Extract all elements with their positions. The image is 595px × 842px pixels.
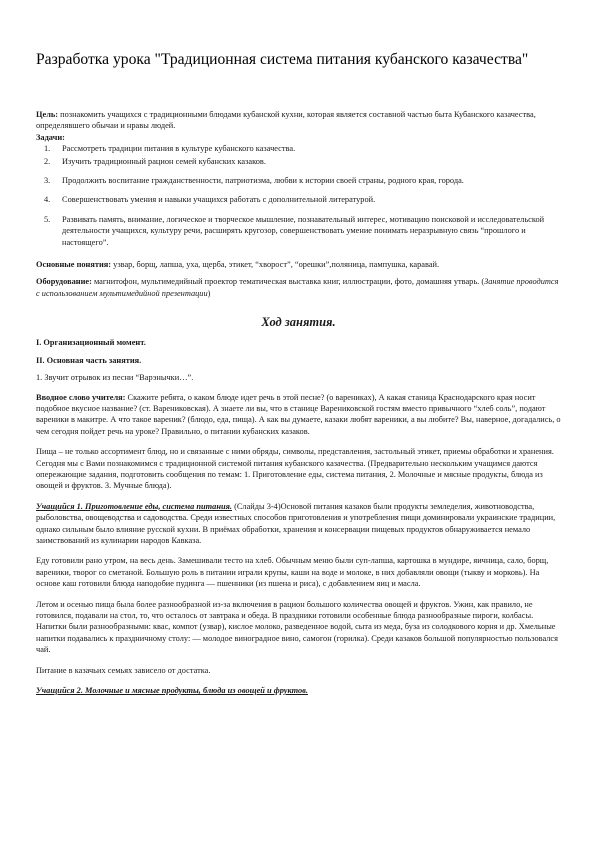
student2-label: Учащийся 2. Молочные и мясные продукты, блюда из овощей и фруктов. — [36, 686, 308, 696]
intro-text: Скажите ребята, о каком блюде идет речь в этой песне? (о варениках), А какая станица Краснодарского края носит подобное вкусное название? (ст. Варениковская). А знаете ли вы, что в станице Варениковской гостям вместо привычного “хлеб соль”, подают вареники в макитре. А что такое вареник? (блюдо, еда, пища). А как вы думаете, казаки любят вареники, а вы любите? Вы, наверное, догадались, о чем сегодня пойдет речь на уроке? Правильно, о питании кубанских казаков. — [36, 392, 561, 436]
list-item-number: 3. — [44, 176, 51, 186]
section-heading-1: I. Организационный момент. — [36, 338, 146, 348]
goal-text: познакомить учащихся с традиционными блюдами кубанской кухни, которая является составной частью быта Кубанского казачества, определявшего обычаи и нравы людей. — [36, 110, 536, 131]
list-item-text: Рассмотреть традиции питания в культуре кубанского казачества. — [62, 144, 296, 154]
equipment-note: Занятие проводится с использованием мультимедийной презентации — [36, 277, 559, 298]
equipment-text: магнитофон, мультимедийный проектор тематическая выставка книг, иллюстрации, фото, домашняя утварь. ( — [91, 277, 485, 287]
tasks-heading: Задачи: — [36, 132, 65, 142]
list-item-number: 2. — [44, 156, 51, 166]
section-heading-2: II. Основная часть занятия. — [36, 355, 142, 365]
list-item — [36, 214, 561, 248]
prosperity-paragraph: Питание в казачьих семьях зависело от достатка. — [36, 665, 211, 675]
goal-label: Цель: — [36, 110, 59, 119]
intro-label: Вводное слово учителя: — [36, 392, 126, 402]
list-item-number: 1. — [44, 144, 51, 154]
list-item-number: 5. — [44, 214, 51, 224]
document-body — [36, 109, 561, 696]
list-item-text: Изучить традиционный рацион семей кубанских казаков. — [62, 156, 266, 166]
list-item — [36, 194, 561, 205]
concepts-paragraph — [36, 259, 561, 270]
list-item-text: Продолжить воспитание гражданственности, патриотизма, любви к истории своей страны, родного края, города. — [62, 176, 464, 186]
lesson-heading: Ход занятия. — [261, 315, 336, 330]
list-item — [36, 143, 561, 154]
equipment-label: Оборудование: — [36, 277, 92, 287]
list-item-number: 4. — [44, 195, 51, 205]
concepts-text: узвар, борщ, лапша, уха, щерба, этикет, “хворост”, “орешки”,поляница, пампушка, каравай. — [111, 260, 440, 270]
tasks-list — [36, 143, 561, 248]
student1-paragraph — [36, 501, 561, 547]
list-item — [36, 175, 561, 186]
goal-paragraph — [36, 109, 561, 132]
intro-paragraph — [36, 392, 561, 438]
list-item-text: Развивать память, внимание, логическое и творческое мышление, познавательный интерес, мотивацию поисковой и исследовательской деятельности учащихся, культуру речи, расширять кругозор, совершенствовать умение понимать неразрывную связь “прошлого и настоящего”. — [62, 214, 545, 247]
student1-label: Учащийся 1. Приготовление еды, система питания. — [36, 501, 232, 511]
student1-text: (Слайды 3-4)Основой питания казаков были продукты земледелия, животноводства, рыболовства, овощеводства и садоводства. Среди известных способов приготовления и употребления пищи доминировали украинские традиции, однако сильным было влияние русской кухни. В приёмах обработки, хранения и консервации пищевых продуктов обнаруживается немало заимствований из кулинарии народов Кавказа. — [36, 501, 556, 545]
song-line: 1. Звучит отрывок из песни “Варэнычки…”. — [36, 373, 194, 383]
list-item — [36, 156, 561, 167]
list-item-text: Совершенствовать умения и навыки учащихся работать с дополнительной литературой. — [62, 195, 376, 205]
equipment-paragraph — [36, 276, 561, 299]
seasonal-food-paragraph: Летом и осенью пища была более разнообразной из-за включения в рацион большого количества овощей и фруктов. Ужин, как правило, не готовился, подавали на стол, то, что осталось от завтрака и обеда. В праздники готовили особенные блюда разнообразные пироги, колбасы. Напитки были разнообразными: квас, компот (узвар), кислое молоко, разведенное водой, сыта из меда, буза из солодкового корня и др. Хмельные напитки подавались к праздничному столу: — молодое виноградное вино, самогон (горилка). Среди казаков большой популярностью пользовался чай. — [36, 599, 558, 655]
concepts-label: Основные понятия: — [36, 260, 112, 270]
daily-food-paragraph: Еду готовили рано утром, на весь день. Замешивали тесто на хлеб. Обычным меню были суп-лапша, картошка в мундире, яичница, сало, борщ, вареники, творог со сметаной. Большую роль в питании играли крупы, каши на воде и молоке, в них добавляли овощи (тыкву и морковь). На основе каш готовили блюда наподобие пудинга — пшенники (из пшена и риса), с добавлением яиц и масла. — [36, 556, 549, 589]
document-title: Разработка урока "Традиционная система питания кубанского казачества" — [36, 51, 529, 68]
equipment-close: ) — [207, 288, 211, 298]
food-paragraph: Пища – не только ассортимент блюд, но и связанные с ними обряды, символы, представления, застольный этикет, приемы обработки и хранения. Сегодня мы с Вами познакомимся с традиционной системой питания кубанского казачества. (Предварительно нескольким учащимся даются опережающие задания, подготовить сообщения по темам: 1. Приготовление еды, система питания, 2. Молочные и мясные продукты, блюда из овощей и фруктов. 3. Мучные блюда). — [36, 447, 554, 491]
student2-paragraph — [36, 685, 561, 696]
